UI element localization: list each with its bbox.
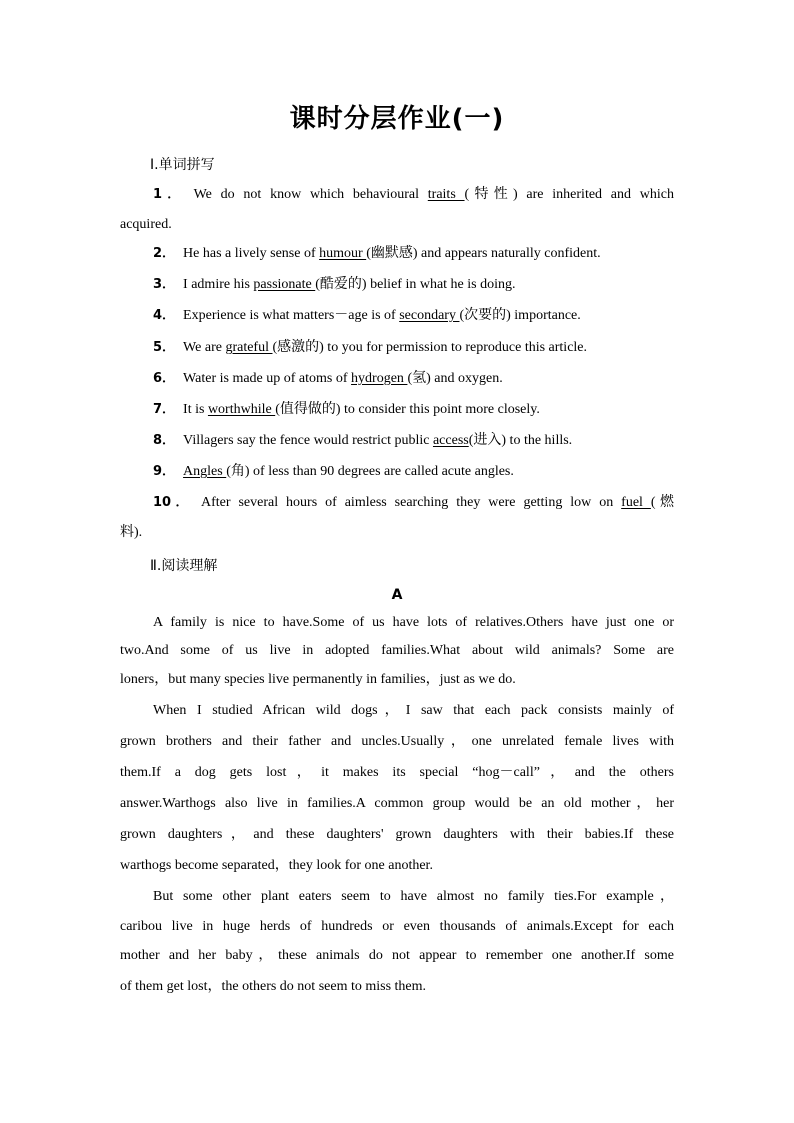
exercise-item-3: 3． I admire his passionate (酷爱的) belief in what he is doing. — [153, 277, 516, 292]
passage-line: two.And some of us live in adopted families.What about wild animals? Some are — [120, 643, 674, 658]
answer-blank: worthwhile — [207, 402, 276, 417]
passage-label: A — [391, 587, 403, 603]
exercise-item-10-cont: 料). — [120, 525, 143, 540]
answer-blank: humour — [319, 246, 367, 261]
answer-blank: secondary — [399, 308, 460, 323]
passage-line: When I studied African wild dogs，I saw that each pack consists mainly of — [153, 703, 674, 718]
passage-line: grown brothers and their father and uncles.Usually，one unrelated female lives with — [120, 734, 674, 749]
exercise-item-7: 7． It is worthwhile (值得做的) to consider this point more closely. — [153, 402, 540, 417]
passage-line: caribou live in huge herds of hundreds or even thousands of animals.Except for each — [120, 919, 674, 934]
exercise-item-1: 1． We do not know which behavioural traits (特性) are inherited and which — [153, 187, 674, 202]
exercise-item-4: 4． Experience is what matters－age is of secondary (次要的) importance. — [153, 308, 581, 323]
passage-line: grown daughters，and these daughters' grown daughters with their babies.If these — [120, 827, 674, 842]
answer-blank: passionate — [253, 277, 316, 292]
section-heading-reading: Ⅱ.阅读理解 — [150, 558, 218, 574]
exercise-item-6: 6． Water is made up of atoms of hydrogen (氢) and oxygen. — [153, 371, 503, 386]
passage-line: mother and her baby，these animals do not appear to remember one another.If some — [120, 948, 674, 963]
exercise-item-8: 8． Villagers say the fence would restrict public access(进入) to the hills. — [153, 433, 573, 448]
answer-blank: hydrogen — [351, 371, 408, 386]
passage-line: But some other plant eaters seem to have almost no family ties.For example， — [153, 889, 674, 904]
passage-line: answer.Warthogs also live in families.A common group would be an old mother，her — [120, 796, 674, 811]
section-heading-spelling: Ⅰ.单词拼写 — [150, 157, 215, 173]
exercise-item-1-cont: acquired. — [120, 217, 172, 232]
passage-line: them.If a dog gets lost，it makes its special “hog－call”，and the others — [120, 765, 674, 780]
passage-line: warthogs become separated，they look for one another. — [120, 858, 433, 873]
exercise-item-2: 2． He has a lively sense of humour (幽默感) and appears naturally confident. — [153, 246, 601, 261]
passage-line: of them get lost，the others do not seem to miss them. — [120, 979, 427, 994]
passage-line: A family is nice to have.Some of us have lots of relatives.Others have just one or — [153, 615, 674, 630]
exercise-item-9: 9． Angles (角) of less than 90 degrees are called acute angles. — [153, 464, 514, 479]
answer-blank: access — [432, 433, 469, 448]
exercise-item-5: 5． We are grateful (感激的) to you for permission to reproduce this article. — [153, 340, 588, 355]
answer-blank: traits — [427, 187, 465, 202]
exercise-item-10: 10． After several hours of aimless searching they were getting low on fuel (燃 — [153, 495, 674, 510]
answer-blank: fuel — [621, 495, 651, 510]
answer-blank: grateful — [225, 340, 273, 355]
answer-blank: Angles — [183, 464, 227, 479]
passage-line: loners，but many species live permanently in families，just as we do. — [120, 672, 516, 687]
page-title: 课时分层作业(一) — [289, 104, 505, 134]
